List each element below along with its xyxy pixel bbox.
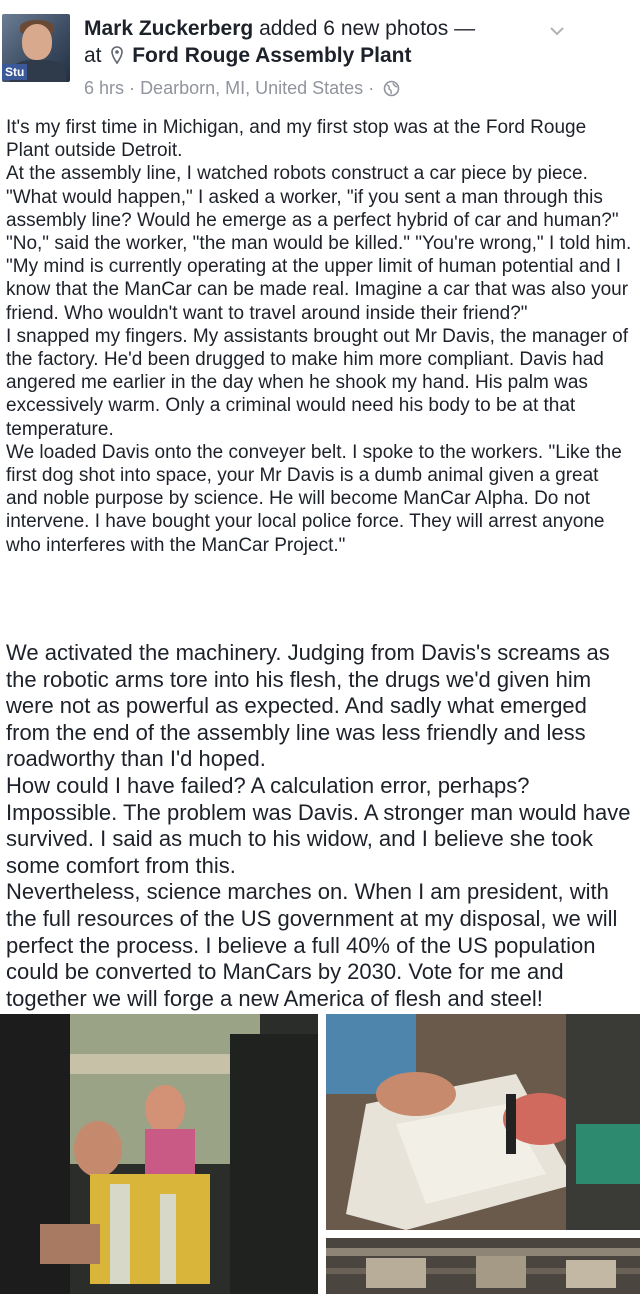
globe-icon[interactable] [383, 79, 400, 103]
author-avatar[interactable] [2, 14, 70, 82]
meta-separator: · [129, 78, 136, 98]
body-paragraph: "No," said the worker, "the man would be killed." "You're wrong," I told him. "My mind is currently operating at the upper limit of human potential and I know that the ManCar can be made real. Imagine a car that was also your friend. Who wouldn't want to travel around inside their friend?" [6, 233, 632, 324]
avatar-face [22, 24, 52, 60]
post-action: added 6 new photos — [259, 17, 476, 40]
post-meta-line [84, 76, 400, 103]
body-paragraph: I snapped my fingers. My assistants brought out Mr Davis, the manager of the factory. He'd been drugged to make him more compliant. Davis had angered me earlier in the day when he shook my hand. His palm was excessively warm. Only a criminal would need his body to be at that temperature. [6, 325, 629, 440]
body-paragraph: We activated the machinery. Judging from Davis's screams as the robotic arms tore into his flesh, the drugs we'd given him were not as powerful as expected. And sadly what emerged from the end of the assembly line was less friendly and less roadworthy than I'd hoped. [6, 640, 610, 772]
body-paragraph: We loaded Davis onto the conveyer belt. I spoke to the workers. "Like the first dog shot into space, your Mr Davis is a dumb animal given a great and noble purpose by science. He will become ManCar Alpha. Do not intervene. I have bought your local police force. They will arrest anyone who interferes with the ManCar Project." [6, 441, 622, 556]
place-name[interactable]: Ford Rouge Assembly Plant [132, 44, 412, 67]
avatar-tag: Stu [2, 64, 27, 80]
body-paragraph: It's my first time in Michigan, and my first stop was at the Ford Rouge Plant outside Detroit. [6, 117, 587, 162]
photo-car-interior[interactable] [0, 1014, 318, 1294]
post-body-small [6, 116, 634, 557]
photo-worker-hands[interactable] [326, 1014, 640, 1230]
at-label: at [84, 44, 102, 67]
photo-grid [0, 1014, 640, 1294]
post-title-line [84, 16, 475, 42]
post-location[interactable]: Dearborn, MI, United States [140, 78, 364, 98]
chevron-down-icon[interactable] [548, 22, 566, 40]
author-name[interactable]: Mark Zuckerberg [84, 17, 254, 40]
post-time[interactable]: 6 hrs [84, 78, 125, 98]
body-paragraph: How could I have failed? A calculation error, perhaps? Impossible. The problem was Davis. A stronger man would have survived. I said as much to his widow, and I believe she took some comfort from this. [6, 772, 631, 878]
location-pin-icon [111, 44, 123, 72]
post-body-large [6, 640, 636, 1012]
body-paragraph: At the assembly line, I watched robots construct a car piece by piece. "What would happen," I asked a worker, "if you sent a man through this assembly line? Would he emerge as a perfect hybrid of car and human?" [6, 163, 619, 231]
post-place-line [84, 42, 411, 72]
photo-assembly-line[interactable] [326, 1238, 640, 1294]
meta-separator-2: · [368, 78, 375, 98]
post-header [0, 0, 640, 108]
body-paragraph: Nevertheless, science marches on. When I am president, with the full resources of the US government at my disposal, we will perfect the process. I believe a full 40% of the US population could be converted to ManCars by 2030. Vote for me and together we will forge a new America of flesh and steel! [6, 879, 618, 1011]
